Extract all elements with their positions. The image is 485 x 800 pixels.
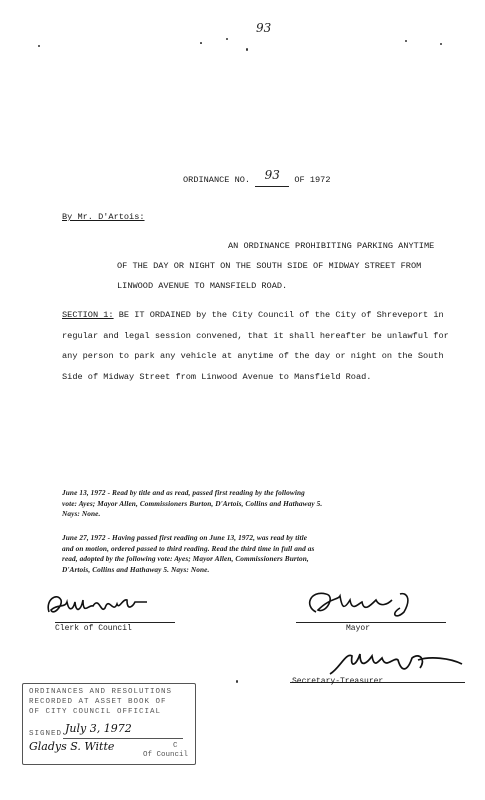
clerk-label: Clerk of Council	[55, 624, 132, 633]
section-1-line-2: regular and legal session convened, that it shall hereafter be unlawful for	[62, 330, 449, 341]
stamp-line-2: RECORDED AT ASSET BOOK OF	[29, 698, 167, 706]
stamp-line-1: ORDINANCES AND RESOLUTIONS	[29, 688, 173, 696]
sponsor-line: By Mr. D'Artois:	[62, 212, 145, 222]
ordinance-title-line-3: LINWOOD AVENUE TO MANSFIELD ROAD.	[117, 281, 288, 291]
stamp-signed-label: SIGNED	[29, 730, 63, 738]
stamp-line-3: OF CITY COUNCIL OFFICIAL	[29, 708, 162, 716]
scan-speck	[38, 45, 40, 47]
secretary-label: Secretary-Treasurer	[292, 677, 384, 686]
scan-speck	[200, 42, 202, 44]
reading-first: June 13, 1972 - Read by title and as read, passed first reading by the following vote: Ayes; Mayor Allen, Commissioners Burton, D'Artois, Collins and Hathaway 5. Nays: None.	[62, 488, 323, 518]
ordinance-number: 93	[255, 172, 289, 187]
recording-stamp	[22, 683, 196, 765]
stamp-office-line-2: Of Council	[143, 751, 189, 759]
mayor-label: Mayor	[346, 624, 371, 633]
section-1-line-1: BE IT ORDAINED by the City Council of the City of Shreveport in	[118, 310, 444, 320]
stamp-signed-date: July 3, 1972	[65, 722, 132, 735]
scan-speck	[246, 48, 248, 51]
ordinance-title-line-2: OF THE DAY OR NIGHT ON THE SOUTH SIDE OF MIDWAY STREET FROM	[117, 261, 422, 271]
section-1-line-3: any person to park any vehicle at anytime of the day or night on the South	[62, 351, 444, 361]
mayor-signature	[296, 588, 446, 620]
clerk-signature	[43, 590, 163, 620]
ordinance-year: OF 1972	[294, 175, 331, 185]
scan-speck	[226, 38, 228, 40]
stamp-signer: Gladys S. Witte	[29, 740, 115, 753]
stamp-office-line-1: C	[173, 742, 179, 750]
ordinance-title-line-1: AN ORDINANCE PROHIBITING PARKING ANYTIME	[228, 241, 435, 251]
ordinance-prefix: ORDINANCE NO.	[183, 175, 251, 185]
scan-speck	[440, 43, 442, 45]
section-1-label: SECTION 1:	[62, 310, 114, 320]
ordinance-heading	[183, 168, 331, 187]
page-number: 93	[256, 21, 272, 35]
scan-speck	[405, 40, 407, 42]
scan-speck	[236, 680, 238, 683]
section-1	[62, 305, 462, 387]
section-1-line-4: Side of Midway Street from Linwood Avenue to Mansfield Road.	[62, 371, 372, 382]
reading-second: June 27, 1972 - Having passed first reading on June 13, 1972, was read by title and on motion, ordered passed to third reading. Read the third time in full and as read, adopted by the following vote: Ayes; Mayor Allen, Commissioners Burton, D'Artois, Collins and Hathaway 5. Nays: None.	[62, 533, 315, 574]
